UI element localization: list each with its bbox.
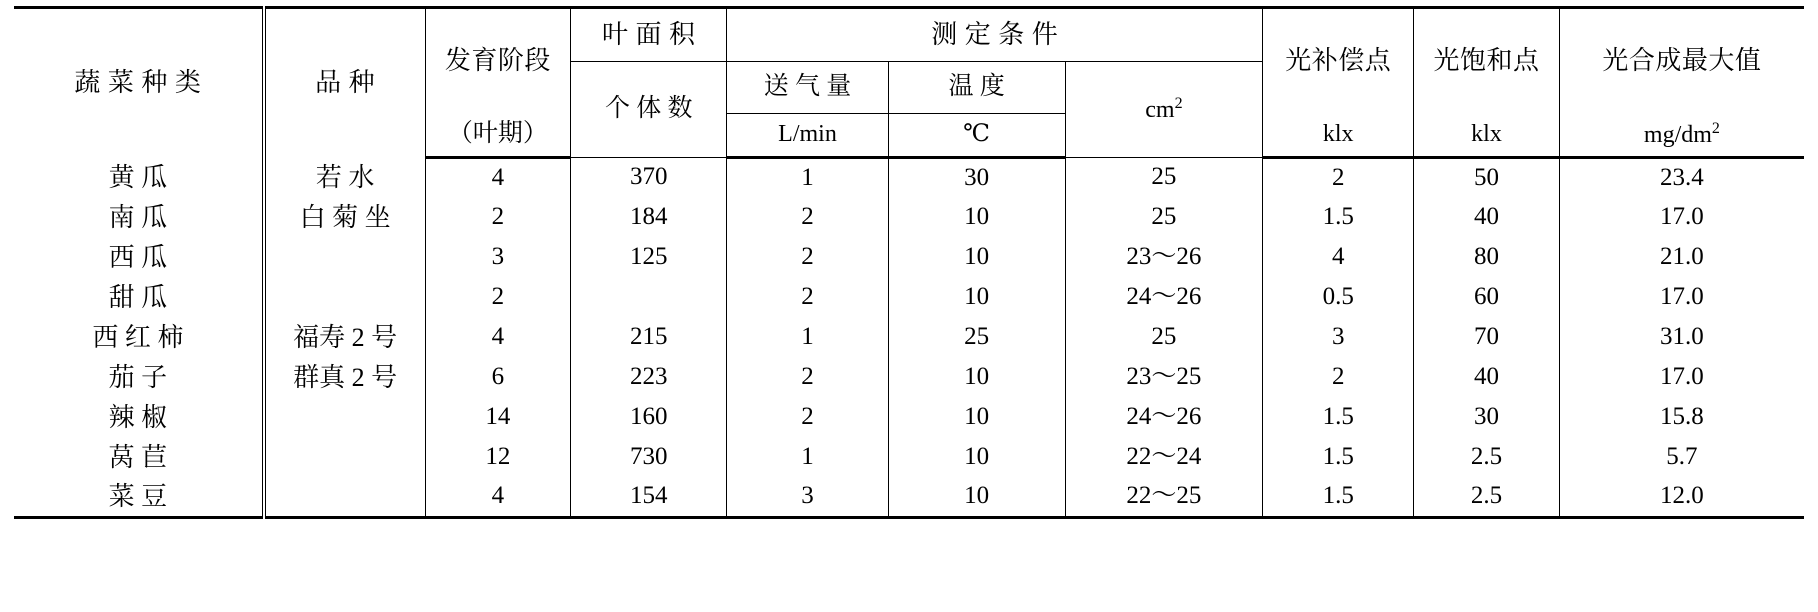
- table-row: [14, 158, 1804, 198]
- cell-vegetable: 莴 苣: [108, 442, 168, 472]
- cell-air-flow: 10: [888, 438, 1065, 478]
- cell-compensation: 3: [1263, 318, 1414, 358]
- header-light-saturation: 光饱和点: [1414, 8, 1560, 114]
- cell-variety: 群真 2 号: [264, 358, 425, 398]
- header-leaf-area-unit-text: cm: [1145, 96, 1175, 123]
- cell-saturation: 60: [1414, 278, 1560, 318]
- table-row: [14, 318, 1804, 358]
- cell-compensation: 1.5: [1263, 398, 1414, 438]
- cell-temperature: 24～26: [1065, 278, 1263, 318]
- cell-saturation: 40: [1414, 358, 1560, 398]
- table-row: [14, 398, 1804, 438]
- cell-temperature: 25: [1065, 158, 1263, 198]
- cell-count: 2: [727, 238, 888, 278]
- cell-compensation: 2: [1263, 158, 1414, 198]
- cell-saturation: 80: [1414, 238, 1560, 278]
- cell-temperature: 23～25: [1065, 358, 1263, 398]
- header-light-saturation-unit: klx: [1414, 114, 1560, 158]
- cell-vegetable: 黄 瓜: [108, 162, 168, 192]
- cell-growth-stage: 6: [425, 358, 571, 398]
- cell-variety: 若 水: [264, 158, 425, 198]
- header-air-flow: 送 气 量: [727, 62, 888, 114]
- cell-temperature: 22～25: [1065, 478, 1263, 518]
- cell-vegetable: 甜 瓜: [108, 282, 168, 312]
- cell-variety: [264, 238, 425, 278]
- cell-saturation: 2.5: [1414, 438, 1560, 478]
- cell-compensation: 1.5: [1263, 438, 1414, 478]
- cell-leaf-area: 730: [571, 438, 727, 478]
- cell-air-flow: 30: [888, 158, 1065, 198]
- cell-saturation: 70: [1414, 318, 1560, 358]
- header-light-compensation: 光补偿点: [1263, 8, 1414, 114]
- cell-air-flow: 10: [888, 398, 1065, 438]
- cell-count: 1: [727, 438, 888, 478]
- cell-count: 2: [727, 398, 888, 438]
- table-row: [14, 278, 1804, 318]
- cell-growth-stage: 4: [425, 158, 571, 198]
- header-variety: 品 种: [264, 8, 425, 158]
- cell-vegetable: 南 瓜: [108, 202, 168, 232]
- cell-leaf-area: 184: [571, 198, 727, 238]
- cell-air-flow: 10: [888, 198, 1065, 238]
- cell-variety: 福寿 2 号: [264, 318, 425, 358]
- cell-growth-stage: 2: [425, 198, 571, 238]
- cell-max-photo: 23.4: [1559, 158, 1804, 198]
- cell-leaf-area: 223: [571, 358, 727, 398]
- cell-saturation: 2.5: [1414, 478, 1560, 518]
- cell-count: 1: [727, 318, 888, 358]
- header-light-compensation-unit: klx: [1263, 114, 1414, 158]
- cell-max-photo: 21.0: [1559, 238, 1804, 278]
- cell-variety: [264, 438, 425, 478]
- header-growth-stage-main: 发育阶段: [444, 46, 551, 76]
- cell-temperature: 22～24: [1065, 438, 1263, 478]
- cell-compensation: 4: [1263, 238, 1414, 278]
- cell-temperature: 24～26: [1065, 398, 1263, 438]
- header-temperature: 温 度: [888, 62, 1065, 114]
- cell-saturation: 30: [1414, 398, 1560, 438]
- cell-leaf-area: [571, 278, 727, 318]
- cell-count: 1: [727, 158, 888, 198]
- cell-variety: [264, 478, 425, 518]
- header-measure-conditions: 测 定 条 件: [727, 8, 1263, 62]
- header-leaf-area-unit-sup: 2: [1174, 94, 1183, 112]
- cell-leaf-area: 154: [571, 478, 727, 518]
- cell-max-photo: 15.8: [1559, 398, 1804, 438]
- cell-growth-stage: 12: [425, 438, 571, 478]
- cell-leaf-area: 125: [571, 238, 727, 278]
- cell-max-photo: 12.0: [1559, 478, 1804, 518]
- cell-variety: 白 菊 坐: [264, 198, 425, 238]
- cell-leaf-area: 370: [571, 158, 727, 198]
- table-row: [14, 358, 1804, 398]
- cell-vegetable: 辣 椒: [108, 402, 168, 432]
- table-row: [14, 198, 1804, 238]
- cell-compensation: 2: [1263, 358, 1414, 398]
- header-temperature-unit: ℃: [888, 114, 1065, 158]
- cell-air-flow: 10: [888, 358, 1065, 398]
- header-air-flow-unit: L/min: [727, 114, 888, 158]
- vegetable-photosynthesis-table: [14, 6, 1804, 519]
- table-body: [14, 158, 1804, 518]
- cell-air-flow: 10: [888, 238, 1065, 278]
- cell-growth-stage: 4: [425, 478, 571, 518]
- cell-growth-stage: 2: [425, 278, 571, 318]
- cell-temperature: 23～26: [1065, 238, 1263, 278]
- table-header: [14, 8, 1804, 158]
- cell-count: 2: [727, 278, 888, 318]
- header-leaf-area-unit: [1065, 62, 1263, 158]
- cell-air-flow: 25: [888, 318, 1065, 358]
- cell-saturation: 50: [1414, 158, 1560, 198]
- table-row: [14, 438, 1804, 478]
- cell-compensation: 1.5: [1263, 198, 1414, 238]
- header-max-photosynthesis-unit-text: mg/dm: [1643, 121, 1712, 148]
- cell-growth-stage: 4: [425, 318, 571, 358]
- cell-count: 2: [727, 198, 888, 238]
- cell-max-photo: 5.7: [1559, 438, 1804, 478]
- cell-count: 3: [727, 478, 888, 518]
- cell-vegetable: 菜 豆: [14, 478, 264, 518]
- header-growth-stage: [425, 8, 571, 114]
- cell-max-photo: 17.0: [1559, 278, 1804, 318]
- header-growth-stage-sub: （叶期）: [425, 114, 571, 158]
- header-max-photosynthesis: 光合成最大值: [1559, 8, 1804, 114]
- cell-saturation: 40: [1414, 198, 1560, 238]
- cell-leaf-area: 160: [571, 398, 727, 438]
- cell-temperature: 25: [1065, 318, 1263, 358]
- cell-vegetable: 西 红 柿: [92, 322, 184, 352]
- cell-count: 2: [727, 358, 888, 398]
- cell-variety: [264, 398, 425, 438]
- cell-max-photo: 17.0: [1559, 198, 1804, 238]
- header-vegetable-type: 蔬 菜 种 类: [14, 8, 264, 158]
- header-individual-count: 个 体 数: [571, 62, 727, 158]
- header-max-photosynthesis-unit-sup: 2: [1711, 119, 1720, 137]
- cell-compensation: 1.5: [1263, 478, 1414, 518]
- header-max-photosynthesis-unit: [1559, 114, 1804, 158]
- cell-max-photo: 31.0: [1559, 318, 1804, 358]
- cell-air-flow: 10: [888, 478, 1065, 518]
- header-row-1: [14, 8, 1804, 62]
- cell-vegetable: 西 瓜: [108, 242, 168, 272]
- cell-air-flow: 10: [888, 278, 1065, 318]
- cell-growth-stage: 3: [425, 238, 571, 278]
- cell-growth-stage: 14: [425, 398, 571, 438]
- cell-vegetable: 茄 子: [108, 362, 168, 392]
- cell-max-photo: 17.0: [1559, 358, 1804, 398]
- table-row: [14, 238, 1804, 278]
- cell-temperature: 25: [1065, 198, 1263, 238]
- cell-compensation: 0.5: [1263, 278, 1414, 318]
- table-row: [14, 478, 1804, 518]
- cell-leaf-area: 215: [571, 318, 727, 358]
- cell-variety: [264, 278, 425, 318]
- header-leaf-area: 叶 面 积: [571, 8, 727, 62]
